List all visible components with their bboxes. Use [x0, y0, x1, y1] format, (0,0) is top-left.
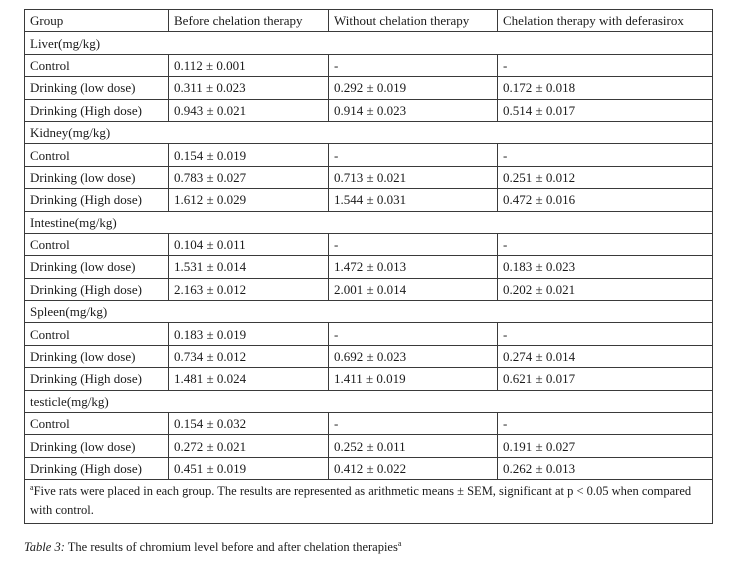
table-row [25, 256, 713, 278]
group-cell: Control [25, 54, 169, 76]
without-chelation-cell: 2.001 ± 0.014 [329, 278, 498, 300]
caption-label: Table 3: [24, 540, 65, 554]
deferasirox-cell: - [498, 144, 713, 166]
deferasirox-cell: 0.262 ± 0.013 [498, 457, 713, 479]
without-chelation-cell: 0.292 ± 0.019 [329, 77, 498, 99]
chromium-results-table [24, 9, 713, 524]
table-row [25, 323, 713, 345]
group-cell: Control [25, 233, 169, 255]
table-row [25, 457, 713, 479]
section-row [25, 121, 713, 143]
table-row [25, 77, 713, 99]
table-row [25, 368, 713, 390]
footnote-marker: a [30, 483, 34, 493]
deferasirox-cell: 0.274 ± 0.014 [498, 345, 713, 367]
deferasirox-cell: 0.202 ± 0.021 [498, 278, 713, 300]
before-chelation-cell: 0.104 ± 0.011 [169, 233, 329, 255]
without-chelation-cell: 1.472 ± 0.013 [329, 256, 498, 278]
group-cell: Drinking (High dose) [25, 368, 169, 390]
group-cell: Drinking (low dose) [25, 77, 169, 99]
deferasirox-cell: - [498, 323, 713, 345]
section-title: Spleen(mg/kg) [25, 301, 713, 323]
group-cell: Drinking (High dose) [25, 457, 169, 479]
before-chelation-cell: 0.783 ± 0.027 [169, 166, 329, 188]
without-chelation-cell: - [329, 54, 498, 76]
before-chelation-cell: 2.163 ± 0.012 [169, 278, 329, 300]
table-row [25, 278, 713, 300]
header-before-chelation: Before chelation therapy [169, 10, 329, 32]
section-title: testicle(mg/kg) [25, 390, 713, 412]
before-chelation-cell: 0.451 ± 0.019 [169, 457, 329, 479]
table-row [25, 233, 713, 255]
without-chelation-cell: - [329, 233, 498, 255]
table-row [25, 144, 713, 166]
table-footnote [25, 480, 713, 524]
table-caption [24, 540, 401, 555]
table-row [25, 189, 713, 211]
footnote-row [25, 480, 713, 524]
before-chelation-cell: 0.183 ± 0.019 [169, 323, 329, 345]
table-row [25, 413, 713, 435]
before-chelation-cell: 0.734 ± 0.012 [169, 345, 329, 367]
deferasirox-cell: 0.472 ± 0.016 [498, 189, 713, 211]
before-chelation-cell: 0.272 ± 0.021 [169, 435, 329, 457]
group-cell: Drinking (low dose) [25, 435, 169, 457]
deferasirox-cell: 0.172 ± 0.018 [498, 77, 713, 99]
section-title: Intestine(mg/kg) [25, 211, 713, 233]
header-row [25, 10, 713, 32]
section-row [25, 32, 713, 54]
section-row [25, 390, 713, 412]
table-row [25, 435, 713, 457]
table-row [25, 166, 713, 188]
without-chelation-cell: 1.544 ± 0.031 [329, 189, 498, 211]
before-chelation-cell: 0.311 ± 0.023 [169, 77, 329, 99]
section-row [25, 211, 713, 233]
group-cell: Control [25, 144, 169, 166]
table-body [25, 32, 713, 480]
before-chelation-cell: 0.154 ± 0.032 [169, 413, 329, 435]
section-title: Kidney(mg/kg) [25, 121, 713, 143]
deferasirox-cell: 0.183 ± 0.023 [498, 256, 713, 278]
without-chelation-cell: 0.692 ± 0.023 [329, 345, 498, 367]
header-group: Group [25, 10, 169, 32]
without-chelation-cell: 0.713 ± 0.021 [329, 166, 498, 188]
group-cell: Drinking (low dose) [25, 256, 169, 278]
caption-text: The results of chromium level before and after chelation therapies [64, 540, 398, 554]
deferasirox-cell: - [498, 54, 713, 76]
table-row [25, 54, 713, 76]
without-chelation-cell: 1.411 ± 0.019 [329, 368, 498, 390]
group-cell: Control [25, 413, 169, 435]
without-chelation-cell: - [329, 323, 498, 345]
without-chelation-cell: 0.412 ± 0.022 [329, 457, 498, 479]
deferasirox-cell: 0.191 ± 0.027 [498, 435, 713, 457]
without-chelation-cell: - [329, 413, 498, 435]
footnote-text: Five rats were placed in each group. The results are represented as arithmetic means ± SEM, significant at p < 0.05 when compared with control. [30, 484, 692, 518]
before-chelation-cell: 1.612 ± 0.029 [169, 189, 329, 211]
section-title: Liver(mg/kg) [25, 32, 713, 54]
without-chelation-cell: 0.252 ± 0.011 [329, 435, 498, 457]
group-cell: Control [25, 323, 169, 345]
before-chelation-cell: 1.481 ± 0.024 [169, 368, 329, 390]
deferasirox-cell: - [498, 413, 713, 435]
deferasirox-cell: - [498, 233, 713, 255]
group-cell: Drinking (High dose) [25, 99, 169, 121]
before-chelation-cell: 0.943 ± 0.021 [169, 99, 329, 121]
deferasirox-cell: 0.251 ± 0.012 [498, 166, 713, 188]
header-deferasirox: Chelation therapy with deferasirox [498, 10, 713, 32]
header-without-chelation: Without chelation therapy [329, 10, 498, 32]
group-cell: Drinking (low dose) [25, 345, 169, 367]
before-chelation-cell: 0.154 ± 0.019 [169, 144, 329, 166]
deferasirox-cell: 0.621 ± 0.017 [498, 368, 713, 390]
before-chelation-cell: 0.112 ± 0.001 [169, 54, 329, 76]
before-chelation-cell: 1.531 ± 0.014 [169, 256, 329, 278]
group-cell: Drinking (High dose) [25, 278, 169, 300]
without-chelation-cell: 0.914 ± 0.023 [329, 99, 498, 121]
table-row [25, 345, 713, 367]
caption-marker: a [397, 538, 402, 548]
results-table-container [24, 9, 712, 524]
table-row [25, 99, 713, 121]
section-row [25, 301, 713, 323]
deferasirox-cell: 0.514 ± 0.017 [498, 99, 713, 121]
group-cell: Drinking (low dose) [25, 166, 169, 188]
group-cell: Drinking (High dose) [25, 189, 169, 211]
without-chelation-cell: - [329, 144, 498, 166]
